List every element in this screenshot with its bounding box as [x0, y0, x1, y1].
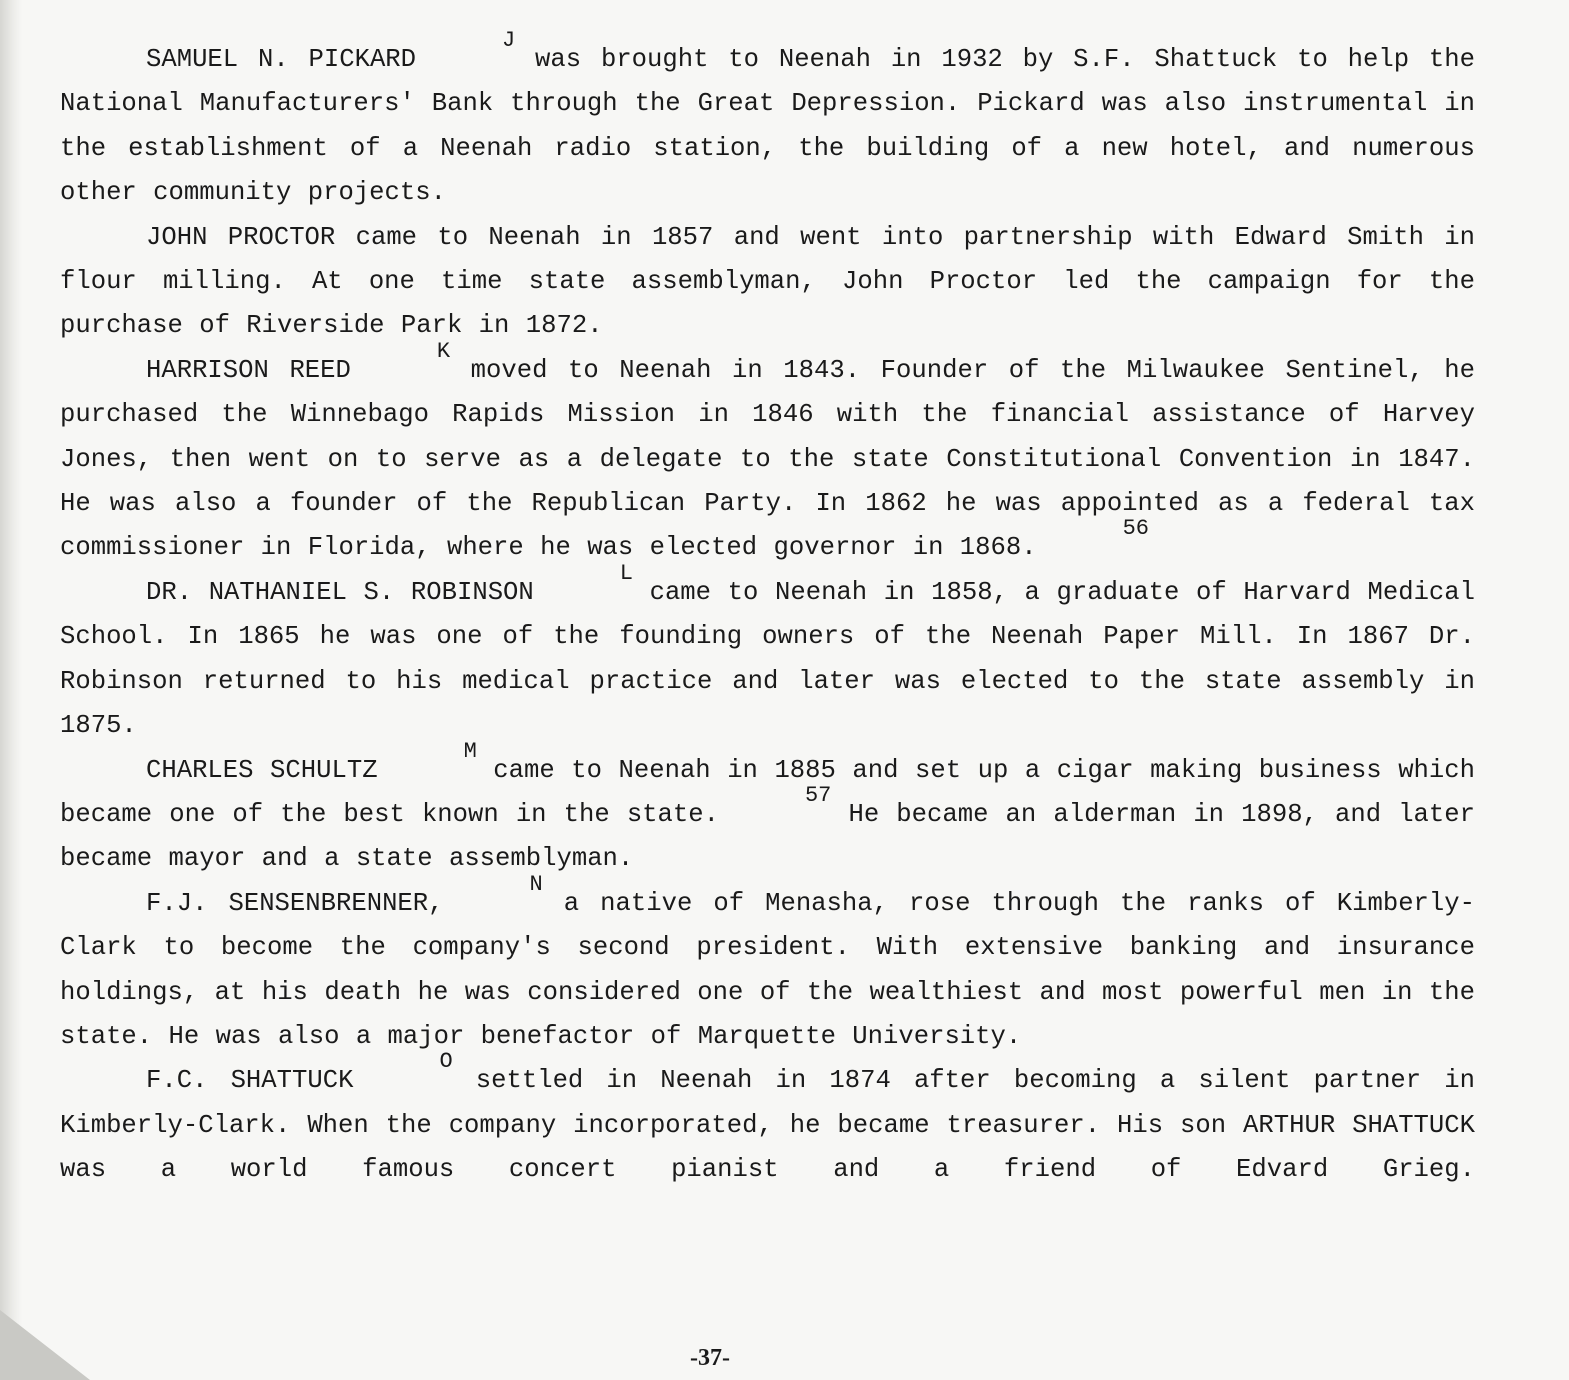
paragraph-text: came to Neenah in 1857 and went into partnership with Edward Smith in flour milling. At one time state assemblyman, John Proctor led the campaign for the purchase of Riverside Park in 1872.	[60, 222, 1475, 341]
paragraph-pickard: SAMUEL N. PICKARDJ was brought to Neenah in 1932 by S.F. Shattuck to help the National Manufacturers' Bank through the Great Depression. Pickard was also instrumental in the establishment of a Neenah radio station, the building of a new hotel, and numerous other community projects.	[60, 28, 1475, 208]
paragraph-text: came to Neenah in 1858, a graduate of Harvard Medical School. In 1865 he was one of the founding owners of the Neenah Paper Mill. In 1867 Dr. Robinson returned to his medical practice and later was elected to the state assembly in 1875.	[60, 577, 1475, 741]
person-name: SAMUEL N. PICKARD	[146, 45, 417, 74]
page-edge-shadow	[0, 0, 22, 1380]
person-name: DR. NATHANIEL S. ROBINSON	[146, 577, 534, 607]
paragraph-text-continued: He became an alderman in 1898, and later became mayor and a state assemblyman.	[60, 799, 1475, 874]
paragraph-text: came to Neenah in 1885 and set up a cigar making business which became one of the best known in the state.	[60, 755, 1475, 829]
paragraph-schultz: CHARLES SCHULTZM came to Neenah in 1885 and set up a cigar making business which became one of the best known in the state.57 He became an alderman in 1898, and later became mayor and a state assemblyman.	[60, 738, 1475, 874]
paragraph-shattuck: F.C. SHATTUCKO settled in Neenah in 1874 after becoming a silent partner in Kimberly-Clark. When the company incorporated, he became treasurer. His son ARTHUR SHATTUCK was a world famous concert pianist and a friend of Edvard Grieg.	[60, 1049, 1475, 1185]
person-name: F.C. SHATTUCK	[146, 1066, 354, 1096]
paragraph-robinson: DR. NATHANIEL S. ROBINSONL came to Neenah in 1858, a graduate of Harvard Medical School. In 1865 he was one of the founding owners of the Neenah Paper Mill. In 1867 Dr. Robinson returned to his medical practice and later was elected to the state assembly in 1875.	[60, 560, 1475, 741]
person-name: JOHN PROCTOR	[146, 222, 336, 252]
paragraph-reed: HARRISON REEDK moved to Neenah in 1843. Founder of the Milwaukee Sentinel, he purchased the Winnebago Rapids Mission in 1846 with the financial assistance of Harvey Jones, then went on to serve as a delegate to the state Constitutional Convention in 1847. He was also a founder of the Republican Party. In 1862 he was appointed as a federal tax commissioner in Florida, where he was elected governor in 1868.56	[60, 338, 1475, 563]
body-text	[60, 28, 1475, 1193]
person-name: CHARLES SCHULTZ	[146, 755, 378, 785]
paragraph-text: settled in Neenah in 1874 after becoming a silent partner in Kimberly-Clark. When the company incorporated, he became treasurer. His son ARTHUR SHATTUCK was a world famous concert pianist and a friend of Edvard Grieg.	[60, 1066, 1475, 1185]
paragraph-text: was brought to Neenah in 1932 by S.F. Shattuck to help the National Manufacturers' Bank through the Great Depression. Pickard was also instrumental in the establishment of a Neenah radio station, the building of a new hotel, and numerous other community projects.	[60, 45, 1475, 208]
person-name: F.J. SENSENBRENNER,	[146, 888, 444, 918]
paragraph-sensenbrenner: F.J. SENSENBRENNER,N a native of Menasha, rose through the ranks of Kimberly-Clark to become the company's second president. With extensive banking and insurance holdings, at his death he was considered one of the wealthiest and most powerful men in the state. He was also a major benefactor of Marquette University.	[60, 871, 1475, 1051]
paragraph-text: a native of Menasha, rose through the ranks of Kimberly-Clark to become the company's second president. With extensive banking and insurance holdings, at his death he was considered one of the wealthiest and most powerful men in the state. He was also a major benefactor of Marquette University.	[60, 888, 1475, 1051]
paragraph-text: moved to Neenah in 1843. Founder of the Milwaukee Sentinel, he purchased the Winnebago Rapids Mission in 1846 with the financial assistance of Harvey Jones, then went on to serve as a delegate to the state Constitutional Convention in 1847. He was also a founder of the Republican Party. In 1862 he was appointed as a federal tax commissioner in Florida, where he was elected governor in 1868.	[60, 355, 1475, 563]
paragraph-proctor	[60, 216, 1475, 349]
person-name: HARRISON REED	[146, 355, 351, 385]
page-number: -37-	[690, 1345, 730, 1371]
